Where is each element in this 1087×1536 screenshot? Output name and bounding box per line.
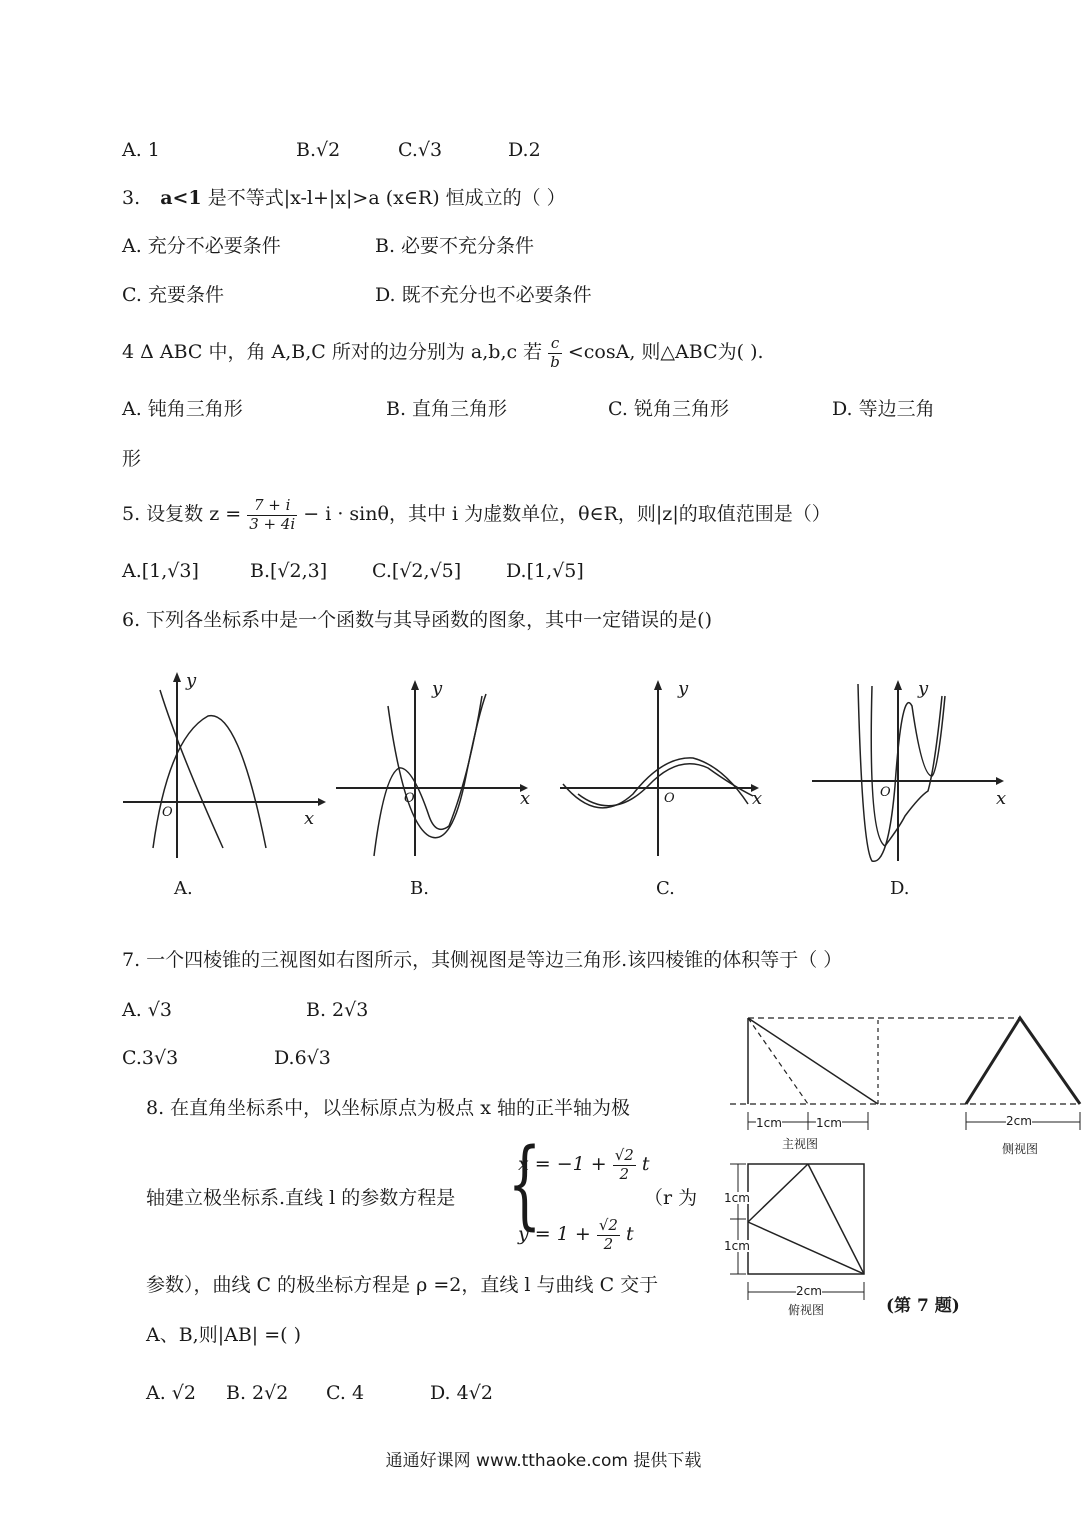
q6-graph-d: [810, 676, 1010, 866]
graph-b-label: B.: [410, 878, 429, 899]
side-view-label: 侧视图: [1002, 1142, 1039, 1156]
q8-equation-y: [518, 1214, 634, 1254]
graph-d-origin: O: [880, 785, 891, 800]
graph-c-label: C.: [656, 878, 675, 899]
q8-line-4: A、B,则|AB| =( ): [146, 1324, 302, 1346]
q8-line-3: 参数），曲线 C 的极坐标方程是 ρ =2，直线 l 与曲线 C 交于: [146, 1274, 659, 1296]
eq2-num: √2: [598, 1216, 618, 1235]
q3-option-d: D. 既不充分也不必要条件: [375, 284, 592, 306]
q8-option-b: B. 2√2: [226, 1382, 289, 1404]
graph-a-y-label: y: [186, 670, 197, 691]
q5-option-a: A.[1,√3]: [122, 560, 199, 582]
curve-function: [153, 716, 266, 848]
q4-stem-post: <cosA, 则△ABC为( ).: [567, 341, 764, 363]
q3-number: 3.: [122, 187, 141, 209]
q4-option-d: D. 等边三角: [832, 398, 935, 420]
q5-stem: [122, 494, 831, 534]
q4-stem-pre: 4 Δ ABC 中，角 A,B,C 所对的边分别为 a,b,c 若: [122, 341, 543, 363]
q4-stem: [122, 332, 764, 372]
eq2-fraction: [597, 1217, 620, 1253]
graph-d-label: D.: [890, 878, 910, 899]
x-axis-arrow: [996, 777, 1004, 785]
graph-b-y-label: y: [432, 678, 443, 699]
curve-derivative: [871, 686, 942, 846]
q7-stem: 7. 一个四棱锥的三视图如右图所示，其侧视图是等边三角形.该四棱锥的体积等于（ ）: [122, 949, 843, 971]
y-axis-arrow: [894, 680, 902, 690]
q3-condition: a<1: [160, 187, 202, 209]
q7-option-c: C.3√3: [122, 1047, 179, 1069]
graph-a-x-label: x: [304, 808, 315, 829]
graph-d-y-label: y: [918, 678, 929, 699]
graph-a-origin: O: [162, 805, 173, 820]
graph-a-label: A.: [174, 878, 193, 899]
q4-fraction: [548, 335, 562, 371]
top-view: [730, 1164, 864, 1300]
q6-stem: 6. 下列各坐标系中是一个函数与其导函数的图象，其中一定错误的是(): [122, 609, 712, 631]
q4-option-d-continued: 形: [122, 448, 142, 470]
q8-system-brace: {: [507, 1128, 542, 1240]
q8-line-1: 8. 在直角坐标系中，以坐标原点为极点 x 轴的正半轴为极: [146, 1097, 630, 1119]
y-axis-arrow: [654, 680, 662, 690]
graph-b-x-label: x: [520, 788, 531, 809]
q7-option-a: A. √3: [122, 999, 172, 1021]
eq1-pre: x = −1 +: [518, 1153, 607, 1175]
q2-option-b: B.√2: [296, 139, 341, 161]
q8-equation-x: [518, 1144, 650, 1184]
eq1-post: t: [641, 1153, 650, 1175]
side-view-dim: 2cm: [1006, 1114, 1032, 1128]
curve-derivative: [388, 694, 486, 838]
q3-stem: [122, 189, 566, 208]
front-view-dim-left: 1cm: [756, 1116, 782, 1130]
q5-fraction: [247, 497, 297, 533]
q8-option-d: D. 4√2: [430, 1382, 493, 1404]
y-axis-arrow: [411, 680, 419, 690]
eq1-den: 2: [619, 1164, 630, 1183]
q4-option-a: A. 钝角三角形: [122, 398, 243, 420]
eq1-fraction: [613, 1147, 636, 1183]
q4-frac-den: b: [550, 352, 560, 371]
eq2-pre: y = 1 +: [518, 1223, 591, 1245]
q6-graph-c: [558, 676, 768, 866]
q3-stem-text: 是不等式|x-l+|x|>a (x∈R) 恒成立的（ ）: [207, 187, 566, 209]
q7-figure-caption: (第 7 题): [886, 1296, 960, 1316]
curve-derivative: [160, 690, 223, 848]
graph-d-x-label: x: [996, 788, 1007, 809]
q8-option-c: C. 4: [326, 1382, 365, 1404]
q7-option-b: B. 2√3: [306, 999, 369, 1021]
graph-b-origin: O: [404, 791, 415, 806]
front-view-dim-right: 1cm: [816, 1116, 842, 1130]
q7-three-view-figure: [730, 1012, 1085, 1312]
top-view-dim-bottom: 2cm: [796, 1284, 822, 1298]
q5-option-d: D.[1,√5]: [506, 560, 584, 582]
q6-graph-a: [118, 668, 328, 868]
q4-frac-num: c: [548, 335, 562, 353]
curve-function: [563, 758, 748, 808]
q6-graph-b: [334, 676, 534, 866]
q5-stem-post: − i · sinθ，其中 i 为虚数单位，θ∈R，则|z|的取值范围是（）: [303, 503, 831, 525]
q2-option-d: D.2: [508, 139, 541, 161]
q4-option-b: B. 直角三角形: [386, 398, 508, 420]
q3-option-b: B. 必要不充分条件: [375, 235, 535, 257]
q3-option-c: C. 充要条件: [122, 284, 224, 306]
q5-frac-den: 3 + 4i: [249, 514, 296, 533]
q2-option-c: C.√3: [398, 139, 443, 161]
q3-option-a: A. 充分不必要条件: [122, 235, 281, 257]
graph-c-origin: O: [664, 791, 675, 806]
top-view-label: 俯视图: [788, 1303, 825, 1317]
q5-frac-num: 7 + i: [247, 497, 297, 515]
q2-option-a: A. 1: [122, 139, 160, 161]
q8-option-a: A. √2: [146, 1382, 196, 1404]
graph-c-x-label: x: [752, 788, 763, 809]
page-footer: 通通好课网 www.tthaoke.com 提供下载: [385, 1451, 702, 1471]
graph-c-y-label: y: [678, 678, 689, 699]
eq2-post: t: [625, 1223, 634, 1245]
top-view-dim-lower: 1cm: [724, 1239, 750, 1253]
x-axis-arrow: [318, 798, 326, 806]
top-view-dim-upper: 1cm: [724, 1191, 750, 1205]
q4-option-c: C. 锐角三角形: [608, 398, 729, 420]
q5-option-c: C.[√2,√5]: [372, 560, 462, 582]
q5-stem-pre: 5. 设复数 z =: [122, 503, 242, 525]
q8-line-2-post: （r 为: [644, 1187, 698, 1209]
q7-option-d: D.6√3: [274, 1047, 331, 1069]
q8-line-2-pre: 轴建立极坐标系.直线 l 的参数方程是: [146, 1187, 456, 1209]
eq1-num: √2: [614, 1146, 634, 1165]
eq2-den: 2: [603, 1234, 614, 1253]
q5-option-b: B.[√2,3]: [250, 560, 328, 582]
y-axis-arrow: [173, 672, 181, 682]
front-view-label: 主视图: [782, 1137, 819, 1151]
